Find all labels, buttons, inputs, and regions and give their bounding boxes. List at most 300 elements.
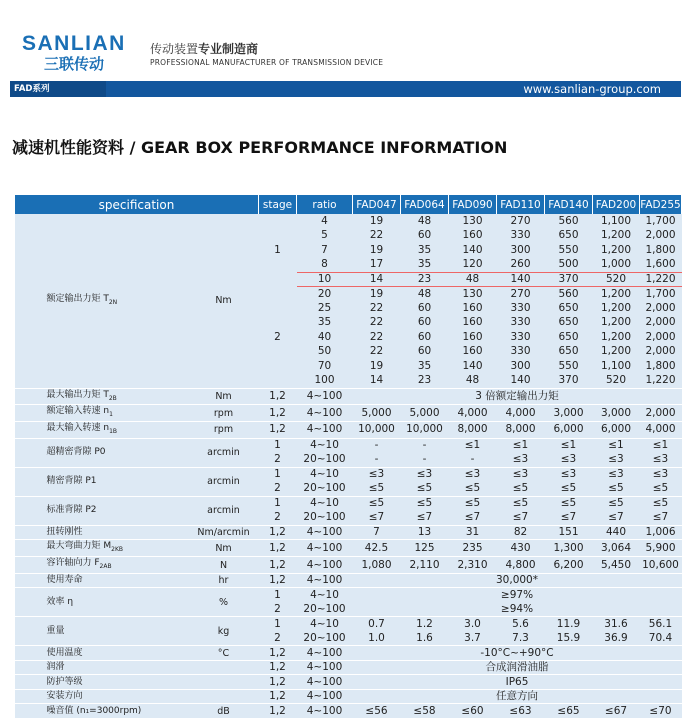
table-row xyxy=(15,496,682,511)
table-row xyxy=(15,525,682,540)
header-bar xyxy=(10,81,681,97)
value-cell: ≤3 xyxy=(593,467,640,482)
row-label: 额定输入转速 $n_1$ xyxy=(15,405,189,422)
value-cell: 1,100 xyxy=(593,214,640,229)
value-cell: 300 xyxy=(497,359,545,374)
value-cell: 6,200 xyxy=(545,557,593,574)
stage-cell: 1,2 xyxy=(259,689,297,704)
value-cell: 1,220 xyxy=(640,374,682,389)
value-cell: 10 xyxy=(297,272,353,287)
value-cell: 500 xyxy=(545,258,593,273)
series-label: FAD系列 xyxy=(10,81,106,97)
value-cell: - xyxy=(401,453,449,468)
column-header: FAD140 xyxy=(545,195,593,214)
value-cell: ≤1 xyxy=(593,438,640,453)
ratio-cell: 4~100 xyxy=(297,422,353,439)
stage-cell: 1,2 xyxy=(259,557,297,574)
unit-cell: N xyxy=(189,557,259,574)
ratio-cell: 4~100 xyxy=(297,689,353,704)
value-cell: ≤5 xyxy=(545,482,593,497)
stage-cell: 1,2 xyxy=(259,573,297,588)
table-row xyxy=(15,573,682,588)
stage-cell: 1,2 xyxy=(259,646,297,661)
value-cell: 370 xyxy=(545,374,593,389)
value-cell: 14 xyxy=(353,272,401,287)
value-cell: ≤3 xyxy=(353,467,401,482)
value-cell: - xyxy=(449,453,497,468)
value-cell: 560 xyxy=(545,287,593,302)
unit-cell: kg xyxy=(189,617,259,646)
value-cell: 1,200 xyxy=(593,316,640,331)
value-cell: 2,000 xyxy=(640,316,682,331)
ratio-cell: 4~100 xyxy=(297,388,353,405)
value-cell: 2,000 xyxy=(640,330,682,345)
unit-cell: hr xyxy=(189,573,259,588)
value-cell: ≤5 xyxy=(497,482,545,497)
value-cell: 35 xyxy=(401,359,449,374)
stage-cell: 1,2 xyxy=(259,675,297,690)
value-cell: 60 xyxy=(401,345,449,360)
value-cell: 25 xyxy=(297,301,353,316)
value-cell: 31.6 xyxy=(593,617,640,632)
table-row xyxy=(15,422,682,439)
value-cell: 4 xyxy=(297,214,353,229)
table-row xyxy=(15,557,682,574)
unit-cell: Nm xyxy=(189,388,259,405)
slogan-en: PROFESSIONAL MANUFACTURER OF TRANSMISSION DEVICE xyxy=(150,58,384,67)
row-label: 最大弯曲力矩 $M_{2KB}$ xyxy=(15,540,189,557)
value-cell: ≤60 xyxy=(449,704,497,718)
table-row xyxy=(15,438,682,453)
value-cell: 4,000 xyxy=(640,422,682,439)
unit-cell: Nm/arcmin xyxy=(189,525,259,540)
row-label-subscript: 1B xyxy=(109,427,118,435)
value-cell: 550 xyxy=(545,359,593,374)
website-link[interactable]: www.sanlian-group.com xyxy=(523,82,661,96)
company-logo xyxy=(22,33,132,73)
value-cell: 3,000 xyxy=(593,405,640,422)
value-cell: 8 xyxy=(297,258,353,273)
value-cell: 650 xyxy=(545,229,593,244)
value-cell: 3,000 xyxy=(545,405,593,422)
unit-cell xyxy=(189,675,259,690)
value-cell: 160 xyxy=(449,330,497,345)
value-cell: 36.9 xyxy=(593,631,640,646)
slogan-cn xyxy=(150,40,258,57)
value-cell: ≤3 xyxy=(545,467,593,482)
value-cell: 5 xyxy=(297,229,353,244)
value-cell: 48 xyxy=(449,272,497,287)
value-cell: 1,800 xyxy=(640,359,682,374)
value-cell: ≤3 xyxy=(545,453,593,468)
value-cell: 2,000 xyxy=(640,229,682,244)
value-cell: 82 xyxy=(497,525,545,540)
row-label: 噪音值 (n₁=3000rpm) xyxy=(15,704,189,718)
value-cell: 151 xyxy=(545,525,593,540)
span-value-cell: IP65 xyxy=(353,675,682,690)
value-cell: 22 xyxy=(353,229,401,244)
ratio-cell: 20~100 xyxy=(297,631,353,646)
row-label: 最大输出力矩 $T_{2B}$ xyxy=(15,388,189,405)
column-header: FAD200 xyxy=(593,195,640,214)
column-header: FAD064 xyxy=(401,195,449,214)
value-cell: 1,200 xyxy=(593,229,640,244)
span-value-cell: 合成润滑油脂 xyxy=(353,660,682,675)
value-cell: 440 xyxy=(593,525,640,540)
value-cell: - xyxy=(353,438,401,453)
value-cell: 6,000 xyxy=(593,422,640,439)
ratio-cell: 4~100 xyxy=(297,573,353,588)
value-cell: 2,310 xyxy=(449,557,497,574)
logo-text-cn: 三联传动 xyxy=(44,55,105,73)
stage-cell: 2 xyxy=(259,631,297,646)
value-cell: ≤5 xyxy=(353,496,401,511)
span-value-cell: 3 倍额定输出力矩 xyxy=(353,388,682,405)
value-cell: 650 xyxy=(545,316,593,331)
table-row xyxy=(15,704,682,718)
slogan-cn-part1: 传动装置 xyxy=(150,42,199,56)
ratio-cell: 4~10 xyxy=(297,588,353,603)
ratio-cell: 4~10 xyxy=(297,467,353,482)
value-cell: 17 xyxy=(353,258,401,273)
row-label: 精密背隙 P1 xyxy=(15,467,189,496)
value-cell: ≤5 xyxy=(640,496,682,511)
ratio-cell: 20~100 xyxy=(297,482,353,497)
value-cell: 5,900 xyxy=(640,540,682,557)
row-label-subscript: 2N xyxy=(108,298,118,306)
value-cell: 3,064 xyxy=(593,540,640,557)
value-cell: 11.9 xyxy=(545,617,593,632)
value-cell: 550 xyxy=(545,243,593,258)
unit-cell: Nm xyxy=(189,214,259,388)
table-row xyxy=(15,646,682,661)
value-cell: ≤1 xyxy=(640,438,682,453)
stage-cell: 1,2 xyxy=(259,388,297,405)
value-cell: 130 xyxy=(449,287,497,302)
stage-cell: 1,2 xyxy=(259,660,297,675)
value-cell: ≤3 xyxy=(593,453,640,468)
table-header-row xyxy=(15,195,682,214)
unit-cell: arcmin xyxy=(189,438,259,467)
row-label: 效率 η xyxy=(15,588,189,617)
value-cell: 50 xyxy=(297,345,353,360)
value-cell: 1,300 xyxy=(545,540,593,557)
value-cell: 6,000 xyxy=(545,422,593,439)
value-cell: 140 xyxy=(497,272,545,287)
value-cell: 20 xyxy=(297,287,353,302)
value-cell: 4,000 xyxy=(449,405,497,422)
span-value-cell: -10°C~+90°C xyxy=(353,646,682,661)
value-cell: 330 xyxy=(497,301,545,316)
value-cell: 140 xyxy=(497,374,545,389)
value-cell: 520 xyxy=(593,374,640,389)
value-cell: ≤5 xyxy=(401,496,449,511)
column-header: FAD047 xyxy=(353,195,401,214)
ratio-cell: 4~100 xyxy=(297,704,353,718)
value-cell: 35 xyxy=(401,258,449,273)
value-cell: 650 xyxy=(545,345,593,360)
span-value-cell: 30,000* xyxy=(353,573,682,588)
value-cell: ≤5 xyxy=(401,482,449,497)
value-cell: 7 xyxy=(297,243,353,258)
value-cell: 1,700 xyxy=(640,287,682,302)
value-cell: 19 xyxy=(353,287,401,302)
table-row xyxy=(15,617,682,632)
stage-cell: 1 xyxy=(259,214,297,287)
value-cell: 160 xyxy=(449,301,497,316)
value-cell: 1,000 xyxy=(593,258,640,273)
value-cell: 160 xyxy=(449,316,497,331)
value-cell: 1,600 xyxy=(640,258,682,273)
logo-text-en: SANLIAN xyxy=(22,32,126,55)
value-cell: ≤3 xyxy=(640,453,682,468)
unit-cell: °C xyxy=(189,646,259,661)
value-cell: ≤3 xyxy=(401,467,449,482)
stage-cell: 2 xyxy=(259,602,297,617)
value-cell: 1,800 xyxy=(640,243,682,258)
value-cell: ≤70 xyxy=(640,704,682,718)
ratio-cell: 4~100 xyxy=(297,540,353,557)
unit-cell: rpm xyxy=(189,405,259,422)
value-cell: 15.9 xyxy=(545,631,593,646)
value-cell: 1,080 xyxy=(353,557,401,574)
row-label: 防护等级 xyxy=(15,675,189,690)
table-row xyxy=(15,405,682,422)
value-cell: ≤3 xyxy=(640,467,682,482)
stage-cell: 1 xyxy=(259,438,297,453)
row-label: 容许轴向力 $F_{2AB}$ xyxy=(15,557,189,574)
value-cell: 3.7 xyxy=(449,631,497,646)
value-cell: 330 xyxy=(497,345,545,360)
value-cell: ≤7 xyxy=(401,511,449,526)
value-cell: ≤5 xyxy=(545,496,593,511)
value-cell: 3.0 xyxy=(449,617,497,632)
value-cell: 5.6 xyxy=(497,617,545,632)
value-cell: 1,700 xyxy=(640,214,682,229)
row-label-subscript: 1 xyxy=(109,411,113,419)
column-header: FAD090 xyxy=(449,195,497,214)
ratio-cell: 4~100 xyxy=(297,557,353,574)
value-cell: ≤65 xyxy=(545,704,593,718)
value-cell: 1,200 xyxy=(593,243,640,258)
stage-cell: 1 xyxy=(259,588,297,603)
row-label-subscript: 2AB xyxy=(99,562,112,570)
stage-cell: 1,2 xyxy=(259,704,297,718)
table-row xyxy=(15,689,682,704)
row-label: 超精密背隙 P0 xyxy=(15,438,189,467)
value-cell: 48 xyxy=(401,287,449,302)
column-header: stage xyxy=(259,195,297,214)
value-cell: 1,220 xyxy=(640,272,682,287)
value-cell: 23 xyxy=(401,374,449,389)
row-label: 安装方向 xyxy=(15,689,189,704)
value-cell: 19 xyxy=(353,243,401,258)
value-cell: 650 xyxy=(545,301,593,316)
value-cell: 2,000 xyxy=(640,301,682,316)
value-cell: 1.0 xyxy=(353,631,401,646)
value-cell: ≤58 xyxy=(401,704,449,718)
value-cell: 5,000 xyxy=(353,405,401,422)
unit-cell: dB xyxy=(189,704,259,718)
value-cell: 2,000 xyxy=(640,405,682,422)
value-cell: 42.5 xyxy=(353,540,401,557)
row-label: 最大输入转速 $n_{1B}$ xyxy=(15,422,189,439)
value-cell: 1,200 xyxy=(593,287,640,302)
value-cell: 120 xyxy=(449,258,497,273)
value-cell: 19 xyxy=(353,359,401,374)
stage-cell: 2 xyxy=(259,287,297,389)
table-row xyxy=(15,388,682,405)
value-cell: 22 xyxy=(353,345,401,360)
value-cell: 300 xyxy=(497,243,545,258)
stage-cell: 1,2 xyxy=(259,540,297,557)
table-row xyxy=(15,675,682,690)
ratio-cell: 4~10 xyxy=(297,617,353,632)
value-cell: 10,000 xyxy=(353,422,401,439)
value-cell: 235 xyxy=(449,540,497,557)
value-cell: 60 xyxy=(401,301,449,316)
stage-cell: 1,2 xyxy=(259,405,297,422)
value-cell: ≤5 xyxy=(593,496,640,511)
value-cell: 4,800 xyxy=(497,557,545,574)
value-cell: 330 xyxy=(497,316,545,331)
value-cell: 1,200 xyxy=(593,345,640,360)
row-label-subscript: 2KB xyxy=(111,546,124,554)
value-cell: 13 xyxy=(401,525,449,540)
value-cell: 60 xyxy=(401,229,449,244)
stage-cell: 1 xyxy=(259,617,297,632)
value-cell: 48 xyxy=(401,214,449,229)
value-cell: ≤7 xyxy=(353,511,401,526)
value-cell: 4,000 xyxy=(497,405,545,422)
column-header: FAD110 xyxy=(497,195,545,214)
value-cell: ≤56 xyxy=(353,704,401,718)
value-cell: 130 xyxy=(449,214,497,229)
row-label: 标准背隙 P2 xyxy=(15,496,189,525)
column-header: specification xyxy=(15,195,259,214)
value-cell: 40 xyxy=(297,330,353,345)
value-cell: 7 xyxy=(353,525,401,540)
value-cell: 10,600 xyxy=(640,557,682,574)
page-title: 减速机性能资料 / GEAR BOX PERFORMANCE INFORMATION xyxy=(12,138,508,157)
value-cell: ≤1 xyxy=(449,438,497,453)
column-header: FAD255 xyxy=(640,195,682,214)
value-cell: 22 xyxy=(353,316,401,331)
value-cell: 140 xyxy=(449,243,497,258)
value-cell: 22 xyxy=(353,330,401,345)
value-cell: 270 xyxy=(497,287,545,302)
value-cell: 1,200 xyxy=(593,301,640,316)
value-cell: 160 xyxy=(449,345,497,360)
value-cell: ≤63 xyxy=(497,704,545,718)
table-row xyxy=(15,214,682,229)
value-cell: ≤5 xyxy=(593,482,640,497)
value-cell: 56.1 xyxy=(640,617,682,632)
span-value-cell: ≥97% xyxy=(353,588,682,603)
value-cell: 650 xyxy=(545,330,593,345)
stage-cell: 1 xyxy=(259,496,297,511)
value-cell: - xyxy=(353,453,401,468)
value-cell: ≤7 xyxy=(497,511,545,526)
value-cell: 260 xyxy=(497,258,545,273)
ratio-cell: 4~10 xyxy=(297,496,353,511)
value-cell: 330 xyxy=(497,229,545,244)
value-cell: ≤67 xyxy=(593,704,640,718)
stage-cell: 1 xyxy=(259,467,297,482)
row-label: 润滑 xyxy=(15,660,189,675)
value-cell: 31 xyxy=(449,525,497,540)
unit-cell: Nm xyxy=(189,540,259,557)
ratio-cell: 4~100 xyxy=(297,405,353,422)
row-label-subscript: 2B xyxy=(108,394,117,402)
value-cell: 100 xyxy=(297,374,353,389)
row-label: 额定输出力矩 $T_{2N}$ xyxy=(15,214,189,388)
row-label: 重量 xyxy=(15,617,189,646)
value-cell: 560 xyxy=(545,214,593,229)
stage-cell: 2 xyxy=(259,511,297,526)
value-cell: 60 xyxy=(401,316,449,331)
ratio-cell: 20~100 xyxy=(297,602,353,617)
value-cell: ≤3 xyxy=(497,467,545,482)
value-cell: 8,000 xyxy=(497,422,545,439)
unit-cell xyxy=(189,660,259,675)
value-cell: 48 xyxy=(449,374,497,389)
value-cell: 23 xyxy=(401,272,449,287)
stage-cell: 1,2 xyxy=(259,525,297,540)
value-cell: - xyxy=(401,438,449,453)
value-cell: 2,110 xyxy=(401,557,449,574)
value-cell: ≤1 xyxy=(545,438,593,453)
unit-cell: rpm xyxy=(189,422,259,439)
table-row xyxy=(15,540,682,557)
unit-cell: arcmin xyxy=(189,496,259,525)
ratio-cell: 20~100 xyxy=(297,511,353,526)
value-cell: 5,450 xyxy=(593,557,640,574)
value-cell: 7.3 xyxy=(497,631,545,646)
row-label: 使用寿命 xyxy=(15,573,189,588)
performance-table xyxy=(14,195,682,718)
ratio-cell: 4~10 xyxy=(297,438,353,453)
table-row xyxy=(15,660,682,675)
unit-cell xyxy=(189,689,259,704)
value-cell: 160 xyxy=(449,229,497,244)
value-cell: 8,000 xyxy=(449,422,497,439)
value-cell: 430 xyxy=(497,540,545,557)
ratio-cell: 4~100 xyxy=(297,525,353,540)
value-cell: 5,000 xyxy=(401,405,449,422)
value-cell: ≤7 xyxy=(640,511,682,526)
row-label: 扭转刚性 xyxy=(15,525,189,540)
value-cell: ≤5 xyxy=(449,496,497,511)
value-cell: 270 xyxy=(497,214,545,229)
value-cell: 1,100 xyxy=(593,359,640,374)
ratio-cell: 4~100 xyxy=(297,646,353,661)
value-cell: 70 xyxy=(297,359,353,374)
ratio-cell: 4~100 xyxy=(297,675,353,690)
slogan-cn-part2: 专业制造商 xyxy=(198,42,259,56)
value-cell: ≤7 xyxy=(545,511,593,526)
value-cell: ≤3 xyxy=(449,467,497,482)
value-cell: 60 xyxy=(401,330,449,345)
value-cell: 0.7 xyxy=(353,617,401,632)
value-cell: 140 xyxy=(449,359,497,374)
value-cell: 520 xyxy=(593,272,640,287)
value-cell: 1.2 xyxy=(401,617,449,632)
value-cell: ≤5 xyxy=(497,496,545,511)
value-cell: ≤5 xyxy=(640,482,682,497)
value-cell: 1,200 xyxy=(593,330,640,345)
value-cell: 2,000 xyxy=(640,345,682,360)
